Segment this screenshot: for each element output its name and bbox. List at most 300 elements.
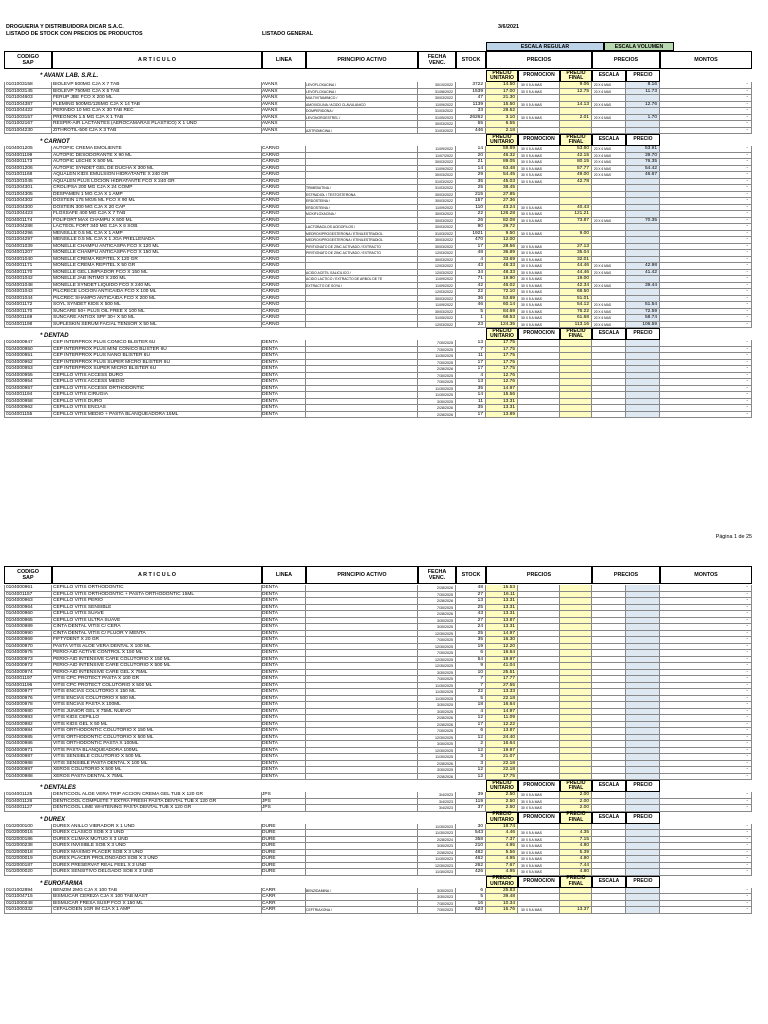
precio-unitario-cell: 84.69 bbox=[486, 309, 518, 316]
escala-cell: 20 X 6 MAS bbox=[592, 322, 626, 329]
stock-cell: 19 bbox=[456, 644, 486, 651]
stock-cell: 30 bbox=[456, 824, 486, 831]
promocion-cell: 30 X 5 A MAS bbox=[518, 205, 560, 212]
precio-unitario-cell: 89.05 bbox=[486, 159, 518, 166]
precio-final-cell: 13.37 bbox=[560, 907, 592, 914]
monto-cell: - bbox=[660, 315, 752, 322]
monto-cell: - bbox=[660, 146, 752, 153]
stock-cell: 17 bbox=[456, 722, 486, 729]
precio-unitario-cell: 12.22 bbox=[486, 722, 518, 729]
articulo-cell: FIFTYDENT X 20 GR bbox=[52, 637, 262, 644]
stock-cell: 36 bbox=[456, 296, 486, 303]
precio-unitario-cell: 45.03 bbox=[486, 179, 518, 186]
stock-cell: 54 bbox=[456, 657, 486, 664]
monto-cell: - bbox=[660, 624, 752, 631]
articulo-cell: CEPILLO VITIS ORTHODONTIC bbox=[52, 585, 262, 592]
linea-cell: DENTA bbox=[262, 585, 306, 592]
promocion-cell: 30 X 5 A MAS bbox=[518, 102, 560, 109]
fecha-venc-cell: 7/30/2025 bbox=[418, 379, 456, 386]
stock-cell: 9 bbox=[456, 663, 486, 670]
articulo-cell: VITIS KIDS CEPILLO bbox=[52, 715, 262, 722]
precio-final-cell: 32.01 bbox=[560, 257, 592, 264]
promocion-cell: 30 X 5 A MAS bbox=[518, 863, 560, 870]
linea-cell: CARNO bbox=[262, 250, 306, 257]
col-principio: PRINCIPIO ACTIVO bbox=[306, 51, 418, 69]
fecha-venc-cell: 31/08/2022 bbox=[418, 89, 456, 96]
monto-cell: - bbox=[660, 748, 752, 755]
stock-cell: 22 bbox=[456, 211, 486, 218]
linea-cell: CARNO bbox=[262, 257, 306, 264]
stock-cell: 43 bbox=[456, 611, 486, 618]
codigo-sap-cell: 0104000954 bbox=[4, 379, 52, 386]
subheader-precio: PRECIO bbox=[626, 134, 660, 146]
monto-cell: - bbox=[660, 663, 752, 670]
codigo-sap-cell: 0104000962 bbox=[4, 405, 52, 412]
stock-cell: 20 bbox=[456, 153, 486, 160]
monto-cell: - bbox=[660, 907, 752, 914]
principio-activo-cell: AMOXICILINA / ACIDO CLAVULANICO bbox=[306, 102, 418, 109]
codigo-sap-cell: 0104001196 bbox=[4, 683, 52, 690]
articulo-cell: DESPAMEN 1 MG CJA X 1 AMP bbox=[52, 192, 262, 199]
monto-cell: - bbox=[660, 128, 752, 135]
articulo-cell: CEP INTERPROX PLUS SUPER MICRO BLISTER 6U bbox=[52, 360, 262, 367]
group-name: * DENTALES bbox=[40, 785, 76, 791]
precio-final-cell: 9.06 bbox=[560, 82, 592, 89]
linea-cell: JPS bbox=[262, 799, 306, 806]
monto-cell: - bbox=[660, 89, 752, 96]
subheader-promocion: PROMOCION bbox=[518, 70, 560, 82]
precio-unitario-cell: 48.33 bbox=[486, 263, 518, 270]
linea-cell: CARNO bbox=[262, 231, 306, 238]
list-name: LISTADO GENERAL bbox=[262, 31, 314, 37]
fecha-venc-cell: 2/28/2026 bbox=[418, 598, 456, 605]
promocion-cell: 30 X 5 A MAS bbox=[518, 218, 560, 225]
stock-cell: 35 bbox=[456, 405, 486, 412]
linea-cell: DENTA bbox=[262, 605, 306, 612]
fecha-venc-cell: 3/30/2025 bbox=[418, 618, 456, 625]
codigo-sap-cell: 0104000958 bbox=[4, 399, 52, 406]
codigo-sap-cell: 0104000988 bbox=[4, 774, 52, 781]
monto-cell: - bbox=[660, 657, 752, 664]
codigo-sap-cell: 0104001205 bbox=[4, 146, 52, 153]
articulo-cell: CEPILLO VITIS ORTHODONTIC + PASTA ORTHODONTIC 15ML bbox=[52, 592, 262, 599]
fecha-venc-cell: 3/4/2023 bbox=[418, 799, 456, 806]
codigo-sap-cell: 0102000019 bbox=[4, 856, 52, 863]
monto-cell: - bbox=[660, 302, 752, 309]
table-row bbox=[4, 412, 752, 419]
codigo-sap-cell: 0104000989 bbox=[4, 624, 52, 631]
principio-activo-cell: MULTIVITAMINICO / bbox=[306, 95, 418, 102]
monto-cell: - bbox=[660, 637, 752, 644]
monto-cell: - bbox=[660, 340, 752, 347]
linea-cell: CARNO bbox=[262, 237, 306, 244]
precio-final-cell: 2.01 bbox=[560, 115, 592, 122]
precio-unitario-cell: 2.18 bbox=[486, 128, 518, 135]
fecha-venc-cell: 7/30/2025 bbox=[418, 373, 456, 380]
articulo-cell: VITIS SENSIBLE COLUTORIO X 500 ML bbox=[52, 754, 262, 761]
precio-final-cell: 35.04 bbox=[560, 250, 592, 257]
precio-unitario-cell: 46.32 bbox=[486, 153, 518, 160]
stock-cell: 1 bbox=[456, 315, 486, 322]
codigo-sap-cell: 0104000985 bbox=[4, 735, 52, 742]
stock-cell: 215 bbox=[456, 192, 486, 199]
linea-cell: CARNO bbox=[262, 270, 306, 277]
articulo-cell: DENTICOOL LIME WHITENING PASTA DENTAL TUB X 120 GR bbox=[52, 805, 262, 812]
articulo-cell: FLEMING 500MG/125MG CJA X 14 TAB bbox=[52, 102, 262, 109]
precio-unitario-cell: 2.50 bbox=[486, 792, 518, 799]
subheader-precio: PRECIO bbox=[626, 812, 660, 824]
monto-cell: - bbox=[660, 715, 752, 722]
monto-cell: - bbox=[660, 792, 752, 799]
linea-cell: JPS bbox=[262, 805, 306, 812]
articulo-cell: MENSILLE 0.5 ML CJA X 1 AMP bbox=[52, 231, 262, 238]
fecha-venc-cell: 3/4/2023 bbox=[418, 805, 456, 812]
page-2 bbox=[0, 560, 768, 1024]
group-header bbox=[4, 137, 752, 146]
precio-unitario-cell: 2.50 bbox=[486, 799, 518, 806]
linea-cell: AVANX bbox=[262, 82, 306, 89]
linea-cell: DENTA bbox=[262, 696, 306, 703]
promocion-cell: 30 X 5 A MAS bbox=[518, 315, 560, 322]
escala-cell: 20 X 6 MAS bbox=[592, 172, 626, 179]
precio-volumen-cell: 51.54 bbox=[626, 302, 660, 309]
precio-final-cell: 7.44 bbox=[560, 863, 592, 870]
articulo-cell: CINTA DENTAL VITIS C/ CERA bbox=[52, 624, 262, 631]
precio-unitario-cell: 59.89 bbox=[486, 146, 518, 153]
articulo-cell: VITIS ENCIAS COLUTORIO X 150 ML bbox=[52, 689, 262, 696]
codigo-sap-cell: 0101000332 bbox=[4, 907, 52, 914]
linea-cell: DENTA bbox=[262, 761, 306, 768]
codigo-sap-cell: 0104000974 bbox=[4, 670, 52, 677]
codigo-sap-cell: 0104001125 bbox=[4, 792, 52, 799]
precio-volumen-cell bbox=[626, 412, 660, 419]
precio-unitario-cell: 10.34 bbox=[486, 901, 518, 908]
codigo-sap-cell: 0102000238 bbox=[4, 843, 52, 850]
linea-cell: CARNO bbox=[262, 322, 306, 329]
precio-unitario-cell: 54.45 bbox=[486, 172, 518, 179]
subheader-escala: ESCALA bbox=[592, 812, 626, 824]
fecha-venc-cell: 2/28/2026 bbox=[418, 715, 456, 722]
articulo-cell: FERUP JBE FCO X 200 ML bbox=[52, 95, 262, 102]
codigo-sap-cell: 0101004296 bbox=[4, 231, 52, 238]
fecha-venc-cell: 7/30/2023 bbox=[418, 901, 456, 908]
codigo-sap-cell: 0101003145 bbox=[4, 89, 52, 96]
linea-cell: DENTA bbox=[262, 735, 306, 742]
articulo-cell: BIOLEVP 750MG CJA X 5 TAB bbox=[52, 89, 262, 96]
codigo-sap-cell: 0104000972 bbox=[4, 663, 52, 670]
linea-cell: DENTA bbox=[262, 637, 306, 644]
precio-unitario-cell: 16.64 bbox=[486, 702, 518, 709]
codigo-sap-cell: 0104000965 bbox=[4, 618, 52, 625]
precio-final-cell: 42.15 bbox=[560, 153, 592, 160]
principio-activo-cell bbox=[306, 774, 418, 781]
group-header bbox=[4, 783, 752, 792]
codigo-sap-cell: 0104001207 bbox=[4, 250, 52, 257]
precio-unitario-cell: 4.95 bbox=[486, 856, 518, 863]
fecha-venc-cell: 31/05/2022 bbox=[418, 315, 456, 322]
precio-unitario-cell: 9.50 bbox=[486, 231, 518, 238]
stock-cell: 210 bbox=[456, 843, 486, 850]
linea-cell: CARNO bbox=[262, 185, 306, 192]
articulo-cell: CINTA DENTAL VITIS C/ FLUOR Y MENTA bbox=[52, 631, 262, 638]
linea-cell: DENTA bbox=[262, 340, 306, 347]
linea-cell: CARNO bbox=[262, 309, 306, 316]
precio-volumen-cell: 72.59 bbox=[626, 309, 660, 316]
promocion-cell: 30 X 5 A MAS bbox=[518, 837, 560, 844]
precio-volumen-cell: 11.73 bbox=[626, 89, 660, 96]
escala-cell: 20 X 6 MAS bbox=[592, 146, 626, 153]
codigo-sap-cell: 0104000952 bbox=[4, 360, 52, 367]
monto-cell: - bbox=[660, 824, 752, 831]
articulo-cell: PERIO-AID ACTIVE CONTROL X 150 ML bbox=[52, 650, 262, 657]
fecha-venc-cell: 7/30/2023 bbox=[418, 907, 456, 914]
precio-final-cell bbox=[560, 412, 592, 419]
codigo-sap-cell: 0101000248 bbox=[4, 901, 52, 908]
linea-cell: DENTA bbox=[262, 386, 306, 393]
articulo-cell: CEP INTERPROX PLUS CONICO BLISTER 6U bbox=[52, 340, 262, 347]
precio-final-cell: 2.00 bbox=[560, 792, 592, 799]
stock-cell: 24 bbox=[456, 624, 486, 631]
articulo-cell: CEPILLO VITIS ACCESS ORTHODONTIC bbox=[52, 386, 262, 393]
linea-cell: CARNO bbox=[262, 296, 306, 303]
stock-cell: 35 bbox=[456, 179, 486, 186]
stock-cell: 14 bbox=[456, 146, 486, 153]
precio-unitario-cell: 16.64 bbox=[486, 650, 518, 657]
articulo-cell: PILCREC SHAMPO ANTICAIDA FCO X 200 ML bbox=[52, 296, 262, 303]
monto-cell: - bbox=[660, 296, 752, 303]
fecha-venc-cell: 2/28/2026 bbox=[418, 412, 456, 419]
codigo-sap-cell: 0104000950 bbox=[4, 347, 52, 354]
stock-cell: 12 bbox=[456, 735, 486, 742]
monto-cell: - bbox=[660, 761, 752, 768]
codigo-sap-cell: 0101004715 bbox=[4, 894, 52, 901]
monto-cell: - bbox=[660, 754, 752, 761]
monto-cell: - bbox=[660, 309, 752, 316]
monto-cell: - bbox=[660, 115, 752, 122]
linea-cell: JPS bbox=[262, 792, 306, 799]
precio-unitario-cell: 14.50 bbox=[486, 82, 518, 89]
precio-unitario-cell: 4.95 bbox=[486, 869, 518, 876]
principio-activo-cell: EXTRACTO DE SOYA / bbox=[306, 283, 418, 290]
col-fecha: FECHA VENC. bbox=[418, 566, 456, 584]
stock-cell: 6 bbox=[456, 728, 486, 735]
linea-cell: AVANX bbox=[262, 128, 306, 135]
precio-unitario-cell: 7.67 bbox=[486, 863, 518, 870]
col-stock: STOCK bbox=[456, 566, 486, 584]
promocion-cell: 30 X 5 A MAS bbox=[518, 805, 560, 812]
stock-cell: 3 bbox=[456, 754, 486, 761]
articulo-cell: FOLIFORT MAX CHAMPU X 500 ML bbox=[52, 218, 262, 225]
fecha-venc-cell: 30/03/2022 bbox=[418, 218, 456, 225]
linea-cell: DENTA bbox=[262, 709, 306, 716]
monto-cell: - bbox=[660, 644, 752, 651]
stock-cell: 2 bbox=[456, 741, 486, 748]
stock-cell: 21 bbox=[456, 159, 486, 166]
precio-final-cell: 2.00 bbox=[560, 805, 592, 812]
precio-volumen-cell: 46.67 bbox=[626, 172, 660, 179]
principio-activo-cell bbox=[306, 805, 418, 812]
fecha-venc-cell: 11/09/2022 bbox=[418, 283, 456, 290]
stock-cell: 14 bbox=[456, 166, 486, 173]
codigo-sap-cell: 0104001199 bbox=[4, 153, 52, 160]
codigo-sap-cell: 0104000976 bbox=[4, 696, 52, 703]
promocion-cell: 30 X 5 A MAS bbox=[518, 830, 560, 837]
fecha-venc-cell: 30/03/2022 bbox=[418, 296, 456, 303]
principio-activo-cell: MEDROXIPROGESTERONA / ETINILESTRADIOL bbox=[306, 237, 418, 244]
stock-cell: 18 bbox=[456, 702, 486, 709]
codigo-sap-cell: 0104000975 bbox=[4, 650, 52, 657]
codigo-sap-cell: 0104001198 bbox=[4, 322, 52, 329]
promocion-cell: 30 X 5 A MAS bbox=[518, 799, 560, 806]
linea-cell: DENTA bbox=[262, 611, 306, 618]
promocion-cell: 30 X 5 A MAS bbox=[518, 309, 560, 316]
precio-final-cell: 2.00 bbox=[560, 799, 592, 806]
fecha-venc-cell: 11/30/2025 bbox=[418, 386, 456, 393]
linea-cell: CARNO bbox=[262, 218, 306, 225]
codigo-sap-cell: 0104001174 bbox=[4, 218, 52, 225]
monto-cell: - bbox=[660, 598, 752, 605]
col-precios-volumen: PRECIOS bbox=[592, 566, 660, 584]
articulo-cell: CEFALOGEN 1GR IM CJA X 1 AMP bbox=[52, 907, 262, 914]
precio-unitario-cell: 17.75 bbox=[486, 340, 518, 347]
monto-cell: - bbox=[660, 843, 752, 850]
principio-activo-cell: ERDOSTEINA / bbox=[306, 205, 418, 212]
articulo-cell: SUNCARE 50+ PLUS OIL FREE X 100 ML bbox=[52, 309, 262, 316]
monto-cell: - bbox=[660, 218, 752, 225]
monto-cell: - bbox=[660, 386, 752, 393]
linea-cell: DENTA bbox=[262, 741, 306, 748]
stock-cell: 37 bbox=[456, 805, 486, 812]
fecha-venc-cell: 3/30/2023 bbox=[418, 843, 456, 850]
codigo-sap-cell: 0104001126 bbox=[4, 799, 52, 806]
escala-cell: 20 X 6 MAS bbox=[592, 283, 626, 290]
fecha-venc-cell: 2/28/2026 bbox=[418, 774, 456, 781]
linea-cell: DENTA bbox=[262, 748, 306, 755]
stock-cell: 25 bbox=[456, 185, 486, 192]
linea-cell: CARNO bbox=[262, 276, 306, 283]
promocion-cell: 30 X 5 A MAS bbox=[518, 89, 560, 96]
articulo-cell: AUTOPIC CREMA EMOLIENTE bbox=[52, 146, 262, 153]
codigo-sap-cell: 0104001172 bbox=[4, 302, 52, 309]
precio-final-cell: 4.35 bbox=[560, 830, 592, 837]
group-name: * CARNOT bbox=[40, 139, 70, 145]
principio-activo-cell: PIRITIONATO DE ZINC ACTIVADO / EXTRACTO bbox=[306, 244, 418, 251]
articulo-cell: PILCRECE LOCION ANTICAIDA FCO X 100 ML bbox=[52, 289, 262, 296]
stock-cell: 39 bbox=[456, 792, 486, 799]
precio-unitario-cell: 15.76 bbox=[486, 907, 518, 914]
articulo-cell: DUREX INVISIBLE SOB X 3 UND bbox=[52, 843, 262, 850]
precio-unitario-cell: 39.48 bbox=[486, 894, 518, 901]
articulo-cell: PERIO-AID INTENSIVE CARE GEL X 75ML bbox=[52, 670, 262, 677]
fecha-venc-cell: 31/03/2022 bbox=[418, 179, 456, 186]
stock-cell: 623 bbox=[456, 907, 486, 914]
fecha-venc-cell: 7/30/2025 bbox=[418, 637, 456, 644]
stock-cell: 426 bbox=[456, 869, 486, 876]
fecha-venc-cell: 2/28/2024 bbox=[418, 837, 456, 844]
group-name: * AVANX LAB. S.R.L. bbox=[40, 73, 99, 79]
articulo-cell: SUPLESKIN SERUM FACIAL TENSOR X 50 ML bbox=[52, 322, 262, 329]
fecha-venc-cell: 3/30/2025 bbox=[418, 399, 456, 406]
fecha-venc-cell: 7/30/2025 bbox=[418, 347, 456, 354]
codigo-sap-cell: 0104000961 bbox=[4, 585, 52, 592]
fecha-venc-cell: 11/30/2025 bbox=[418, 353, 456, 360]
precio-final-cell: 4.80 bbox=[560, 856, 592, 863]
codigo-sap-cell: 0101004305 bbox=[4, 192, 52, 199]
fecha-venc-cell: 11/07/2022 bbox=[418, 153, 456, 160]
precio-unitario-cell: 13.89 bbox=[486, 412, 518, 419]
principio-activo-cell: AZITROMICINA / bbox=[306, 128, 418, 135]
fecha-venc-cell: 30/03/2022 bbox=[418, 95, 456, 102]
monto-cell: - bbox=[660, 283, 752, 290]
principio-activo-cell: TRIMEBUTINA / bbox=[306, 185, 418, 192]
linea-cell: CARNO bbox=[262, 198, 306, 205]
monto-cell: - bbox=[660, 888, 752, 895]
monto-cell: - bbox=[660, 650, 752, 657]
fecha-venc-cell: 3/30/2025 bbox=[418, 670, 456, 677]
linea-cell: DENTA bbox=[262, 373, 306, 380]
fecha-venc-cell: 11/09/2022 bbox=[418, 146, 456, 153]
codigo-sap-cell: 0101001168 bbox=[4, 172, 52, 179]
monto-cell: - bbox=[660, 676, 752, 683]
precio-unitario-cell: 17.75 bbox=[486, 360, 518, 367]
fecha-venc-cell: 11/09/2022 bbox=[418, 205, 456, 212]
escala-cell: 20 X 6 MAS bbox=[592, 302, 626, 309]
precio-volumen-cell: 1.70 bbox=[626, 115, 660, 122]
monto-cell: - bbox=[660, 631, 752, 638]
linea-cell: DENTA bbox=[262, 644, 306, 651]
fecha-venc-cell: 2/28/2026 bbox=[418, 722, 456, 729]
linea-cell: CARNO bbox=[262, 179, 306, 186]
articulo-cell: MONELLE GEL LIMPIADOR FCO X 150 ML bbox=[52, 270, 262, 277]
promocion-cell: 30 X 5 A MAS bbox=[518, 792, 560, 799]
linea-cell: DENTA bbox=[262, 728, 306, 735]
fecha-venc-cell: 12/30/2025 bbox=[418, 748, 456, 755]
precio-unitario-cell: 36.89 bbox=[486, 250, 518, 257]
precio-unitario-cell: 18.74 bbox=[486, 824, 518, 831]
fecha-venc-cell: 30/03/2022 bbox=[418, 198, 456, 205]
stock-cell: 5 bbox=[456, 894, 486, 901]
precio-unitario-cell: 13.31 bbox=[486, 399, 518, 406]
monto-cell: - bbox=[660, 618, 752, 625]
monto-cell: - bbox=[660, 205, 752, 212]
articulo-cell: SOYL SYNDET KIDS X 500 ML bbox=[52, 302, 262, 309]
stock-cell: 482 bbox=[456, 850, 486, 857]
monto-cell: - bbox=[660, 611, 752, 618]
articulo-cell: AQUALEN PLUS LOCION HIDRATANTE FCO X 240 GR bbox=[52, 179, 262, 186]
monto-cell: - bbox=[660, 399, 752, 406]
monto-cell: - bbox=[660, 172, 752, 179]
group-name: * DENTAD bbox=[40, 333, 69, 339]
stock-cell: 12 bbox=[456, 748, 486, 755]
precio-unitario-cell: 16.30 bbox=[486, 637, 518, 644]
principio-activo-cell: ESTRADIOL / TESTOSTERONA bbox=[306, 192, 418, 199]
monto-cell: - bbox=[660, 805, 752, 812]
stock-cell: 43 bbox=[456, 263, 486, 270]
stock-cell: 470 bbox=[456, 237, 486, 244]
fecha-venc-cell: 30/03/2022 bbox=[418, 211, 456, 218]
codigo-sap-cell: 0104001173 bbox=[4, 159, 52, 166]
precio-unitario-cell: 15.56 bbox=[486, 392, 518, 399]
precio-unitario-cell: 4.95 bbox=[486, 843, 518, 850]
promocion-cell: 30 X 5 A MAS bbox=[518, 257, 560, 264]
monto-cell: - bbox=[660, 211, 752, 218]
monto-cell: - bbox=[660, 353, 752, 360]
precio-unitario-cell: 14.97 bbox=[486, 631, 518, 638]
precio-unitario-cell: 72.10 bbox=[486, 289, 518, 296]
linea-cell: DENTA bbox=[262, 663, 306, 670]
page-number: Página 1 de 25 bbox=[715, 534, 752, 540]
stock-cell: 29 bbox=[456, 172, 486, 179]
